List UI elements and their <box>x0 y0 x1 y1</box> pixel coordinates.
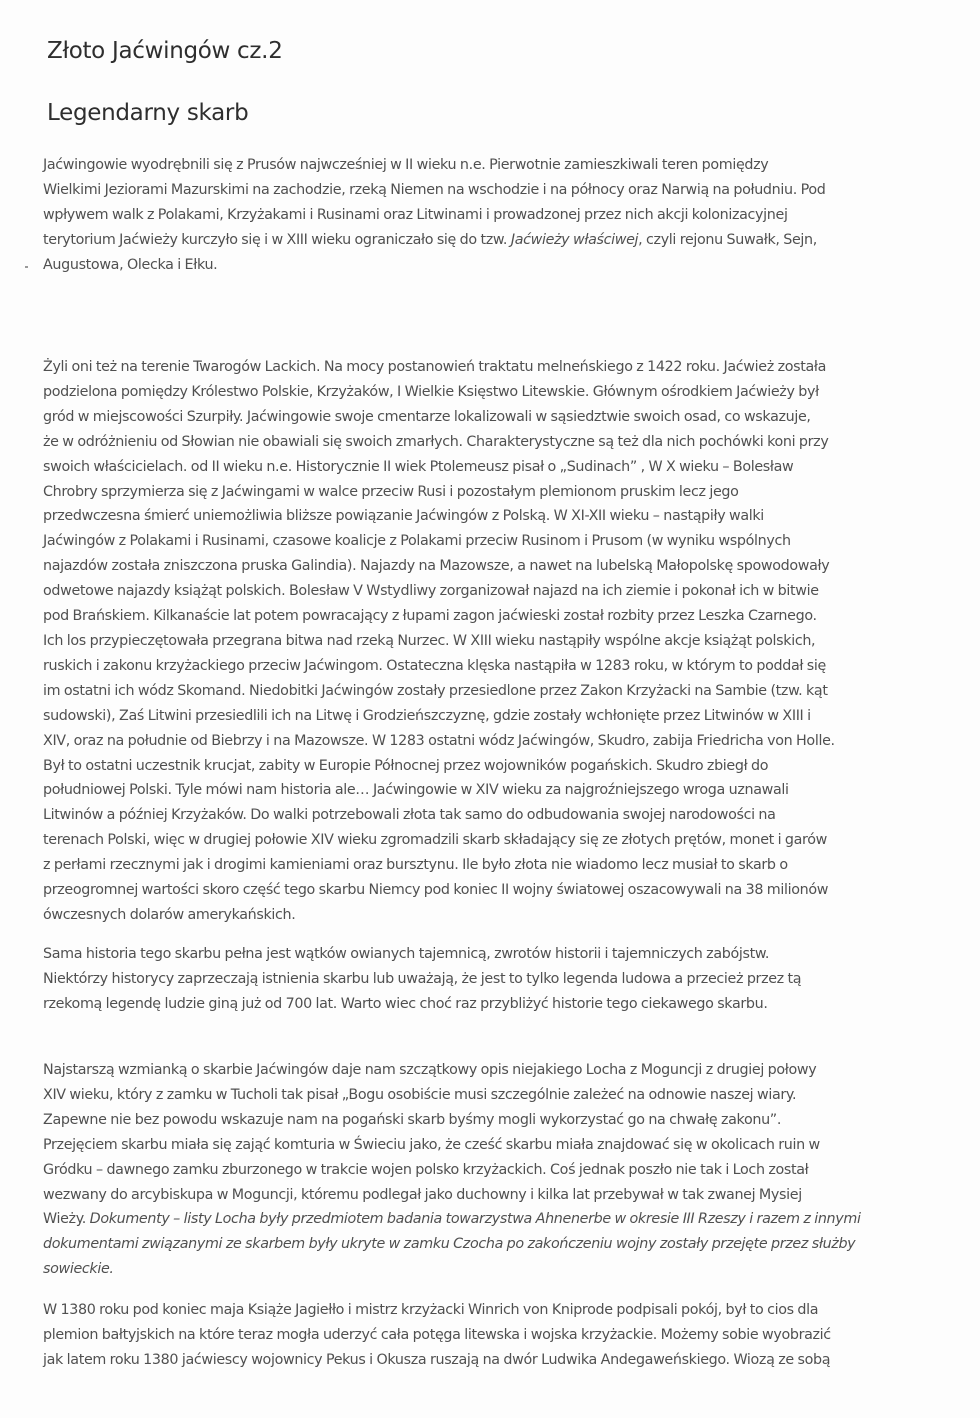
paragraph-line: Litwinów a później Krzyżaków. Do walki potrzebowali złota tak samo do odbudowania swojej narodowości na <box>43 807 776 824</box>
paragraph-line: wezwany do arcybiskupa w Moguncji, któremu podlegał jako duchowny i kilka lat przebywał w tak zwanej Mysiej <box>43 1186 802 1203</box>
paragraph-line: ruskich i zakonu krzyżackiego przeciw Jaćwingom. Ostateczna klęska nastąpiła w 1283 roku, w którym to poddał się <box>43 657 826 674</box>
paragraph-line: sudowski), Zaś Litwini przesiedlili ich na Litwę i Grodzieńszczyznę, gdzie zostały wchłonięte przez Litwinów w XIII i <box>43 707 811 724</box>
paragraph-line: swoich właścicielach. od II wieku n.e. Historycznie II wiek Ptolemeusz pisał o „Sudinach” , W X wieku – Bolesław <box>43 458 794 475</box>
line-text: terytorium Jaćwieży kurczyło się i w XIII wieku ograniczało się do tzw. <box>43 231 511 248</box>
paragraph-line: z perłami rzecznymi jak i drogimi kamieniami oraz bursztynu. Ile było złota nie wiadomo lecz musiał to skarb o <box>43 857 788 874</box>
paragraph-line: Wielkimi Jeziorami Mazurskimi na zachodzie, rzeką Niemen na wschodzie i na północy oraz Narwią na południu. Pod <box>43 181 826 198</box>
italic-note-line: dokumentami związanymi ze skarbem były ukryte w zamku Czocha po zakończeniu wojny zostały przejęte przez służby <box>43 1236 856 1253</box>
italic-note: Dokumenty – listy Locha były przedmiotem badania towarzystwa Ahnenerbe w okresie III Rzeszy i razem z innymi <box>89 1211 861 1228</box>
paragraph-line: Augustowa, Olecka i Ełku. <box>43 256 218 273</box>
paragraph-line: pod Brańskiem. Kilkanaście lat potem powracający z łupami zagon jaćwieski został rozbity przez Leszka Czarnego. <box>43 608 817 625</box>
scan-speck <box>25 266 28 268</box>
paragraph-line: wpływem walk z Polakami, Krzyżakami i Rusinami oraz Litwinami i prowadzonej przez nich akcji kolonizacyjnej <box>43 206 788 223</box>
paragraph-line: najazdów została zniszczona pruska Galindia). Najazdy na Mazowsze, a nawet na lubelską Małopolskę spowodowały <box>43 558 830 575</box>
paragraph-line: XIV wieku, który z zamku w Tucholi tak pisał „Bogu osobiście musi szczególnie zależeć na odnowie naszej wiary. <box>43 1086 797 1103</box>
line-tail: , czyli rejonu Suwałk, Sejn, <box>638 231 817 248</box>
italic-term: Jaćwieży właściwej <box>510 231 639 248</box>
paragraph-line: Najstarszą wzmianką o skarbie Jaćwingów daje nam szczątkowy opis niejakiego Locha z Moguncji z drugiej połowy <box>43 1062 817 1078</box>
paragraph-2 <box>43 355 835 928</box>
paragraph-line-mixed <box>43 1207 861 1232</box>
paragraph-line: Ich los przypieczętowała przegrana bitwa nad rzeką Nurzec. W XIII wieku nastąpiły wspólne akcje książąt polskich, <box>43 632 816 649</box>
paragraph-line: plemion bałtyjskich na które teraz mogła uderzyć cała potęga litewska i wojska krzyżackie. Możemy sobie wyobrazić <box>43 1326 831 1343</box>
paragraph-line: przedwczesna śmierć uniemożliwia bliższe powiązanie Jaćwingów z Polską. W XI-XII wieku – nastąpiły walki <box>43 508 764 525</box>
paragraph-line: terenach Polski, więc w drugiej połowie XIV wieku zgromadzili skarb składający się ze złotych prętów, monet i garów <box>43 832 827 849</box>
paragraph-line-mixed <box>43 228 825 253</box>
paragraph-line: ówczesnych dolarów amerykańskich. <box>43 906 296 923</box>
italic-note-line: sowieckie. <box>43 1261 114 1278</box>
paragraph-line: Jaćwingowie wyodrębnili się z Prusów najwcześniej w II wieku n.e. Pierwotnie zamieszkiwali teren pomiędzy <box>43 157 769 173</box>
paragraph-line: Niektórzy historycy zaprzeczają istnienia skarbu lub uważają, że jest to tylko legenda ludowa a przecież przez tą <box>43 970 802 987</box>
paragraph-line: rzekomą legendę ludzie giną już od 700 lat. Warto wiec choć raz przybliżyć historie tego ciekawego skarbu. <box>43 995 768 1012</box>
paragraph-line: XIV, oraz na południe od Biebrzy i na Mazowsze. W 1283 ostatni wódz Jaćwingów, Skudro, zabija Friedricha von Holle. <box>43 732 835 749</box>
paragraph-line: Jaćwingów z Polakami i Rusinami, czasowe koalicje z Polakami przeciw Rusinom i Prusom (w wyniku wspólnych <box>43 533 791 550</box>
paragraph-line: W 1380 roku pod koniec maja Książe Jagiełło i mistrz krzyżacki Winrich von Kniprode podpisali pokój, był to cios dla <box>43 1302 819 1318</box>
document-subtitle: Legendarny skarb <box>47 100 249 126</box>
paragraph-line: Sama historia tego skarbu pełna jest wątków owianych tajemnicą, zwrotów historii i tajemniczych zabójstw. <box>43 946 770 962</box>
paragraph-line: że w odróżnieniu od Słowian nie obawiali się swoich zmarłych. Charakterystyczne są też dla nich pochówki koni przy <box>43 433 829 450</box>
paragraph-line: jak latem roku 1380 jaćwiescy wojownicy Pekus i Okusza ruszają na dwór Ludwika Andegaweńskiego. Wiozą ze sobą <box>43 1351 831 1368</box>
paragraph-line: Żyli oni też na terenie Twarogów Lackich. Na mocy postanowień traktatu melneńskiego z 1422 roku. Jaćwież została <box>43 359 827 375</box>
paragraph-line: im ostatni ich wódz Skomand. Niedobitki Jaćwingów zostały przesiedlone przez Zakon Krzyżacki na Sambie (tzw. kąt <box>43 682 828 699</box>
paragraph-line: podzielona pomiędzy Królestwo Polskie, Krzyżaków, I Wielkie Księstwo Litewskie. Głównym ośrodkiem Jaćwieży był <box>43 383 819 400</box>
paragraph-1 <box>43 153 825 278</box>
document-title: Złoto Jaćwingów cz.2 <box>47 38 283 64</box>
paragraph-line: gród w miejscowości Szurpiły. Jaćwingowie swoje cmentarze lokalizowali w sąsiedztwie swoich osad, co wskazuje, <box>43 408 811 425</box>
paragraph-5 <box>43 1298 831 1373</box>
paragraph-line: przeogromnej wartości skoro część tego skarbu Niemcy pod koniec II wojny światowej oszacowywali na 38 milionów <box>43 882 829 899</box>
paragraph-line: Przejęciem skarbu miała się zająć komturia w Świeciu jako, że cześć skarbu miała znajdować się w okolicach ruin w <box>43 1136 820 1153</box>
paragraph-3 <box>43 942 801 1017</box>
paragraph-line: Chrobry sprzymierza się z Jaćwingami w walce przeciw Rusi i pozostałym plemionom pruskim lecz jego <box>43 483 739 500</box>
paragraph-line: Zapewne nie bez powodu wskazuje nam na pogański skarb byśmy mogli wykorzystać go na chwałę zakonu”. <box>43 1111 782 1128</box>
paragraph-line: Był to ostatni uczestnik krucjat, zabity w Europie Północnej przez wojowników pogańskich. Skudro zbiegł do <box>43 757 769 774</box>
paragraph-4 <box>43 1058 861 1282</box>
paragraph-line: południowej Polski. Tyle mówi nam historia ale… Jaćwingowie w XIV wieku za najgroźniejszego wroga uznawali <box>43 782 789 799</box>
paragraph-line: Gródku – dawnego zamku zburzonego w trakcie wojen polsko krzyżackich. Coś jednak poszło nie tak i Loch został <box>43 1161 809 1178</box>
line-text: Wieży. <box>43 1211 90 1228</box>
paragraph-line: odwetowe najazdy książąt polskich. Bolesław V Wstydliwy zorganizował najazd na ich ziemie i pokonał ich w bitwie <box>43 583 819 600</box>
